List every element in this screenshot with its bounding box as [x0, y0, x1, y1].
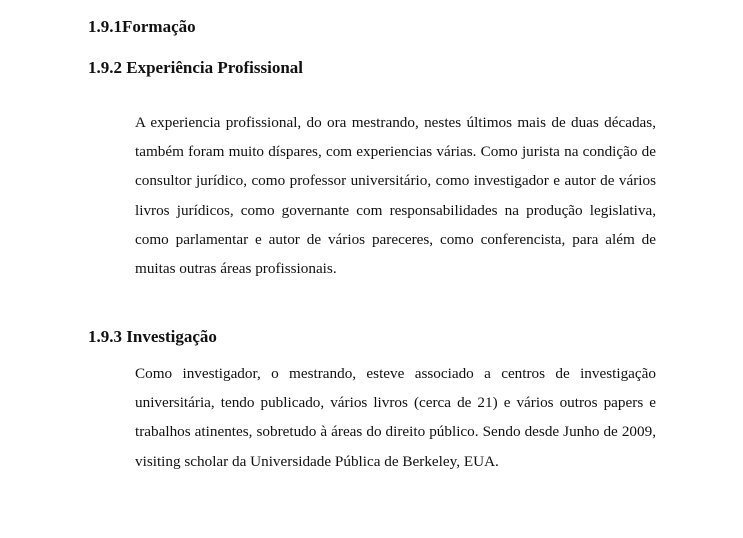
section-heading-investigacao: 1.9.3 Investigação — [88, 327, 217, 346]
section-heading-formacao: 1.9.1Formação — [88, 17, 196, 36]
section-heading-experiencia-profissional: 1.9.2 Experiência Profissional — [88, 58, 304, 77]
paragraph-experiencia-profissional: A experiencia profissional, do ora mestrando, nestes últimos mais de duas décadas, também foram muito díspares, com experiencias várias. Como jurista na condição de consultor jurídico, como professor universitário, como investigador e autor de vários livros jurídicos, como governante com responsabilidades na produção legislativa, como parlamentar e autor de vários pareceres, como conferencista, para além de muitas outras áreas profissionais. — [135, 114, 656, 278]
paragraph-investigacao: Como investigador, o mestrando, esteve associado a centros de investigação universitária, tendo publicado, vários livros (cerca de 21) e vários outros papers e trabalhos atinentes, sobretudo à áreas do direito público. Sendo desde Junho de 2009, visiting scholar da Universidade Pública de Berkeley, EUA. — [135, 365, 656, 470]
